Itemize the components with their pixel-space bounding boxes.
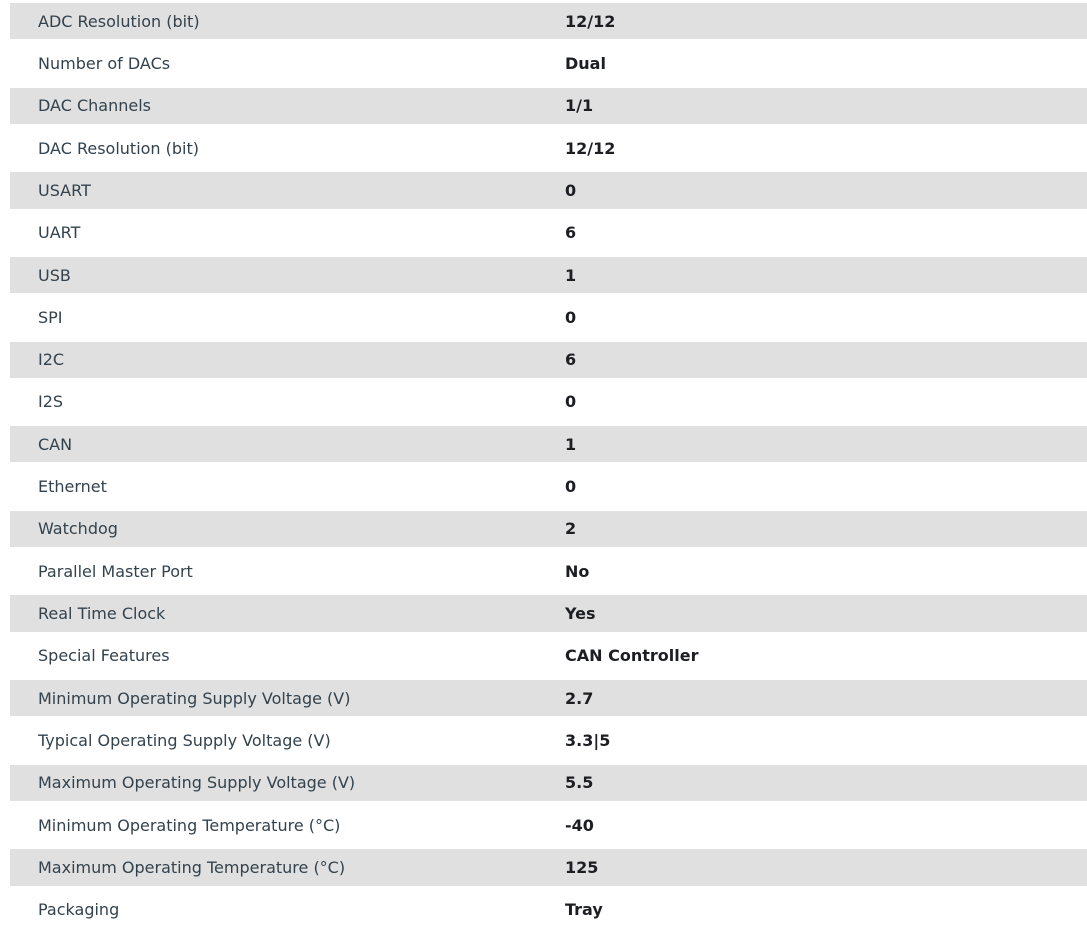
spec-label: Maximum Operating Supply Voltage (V) (38, 773, 356, 793)
spec-row (0, 762, 1087, 804)
spec-label: DAC Channels (38, 96, 151, 116)
spec-row-band (10, 426, 1087, 462)
spec-row-band (10, 257, 1087, 293)
spec-row-band (10, 553, 1087, 589)
spec-value: 6 (565, 223, 577, 243)
spec-row (0, 635, 1087, 677)
spec-row (0, 0, 1087, 42)
spec-label: Minimum Operating Supply Voltage (V) (38, 688, 351, 708)
spec-value: 3.3|5 (565, 730, 611, 750)
spec-value: 2.7 (565, 688, 594, 708)
spec-value: -40 (565, 815, 594, 835)
spec-row (0, 508, 1087, 550)
spec-row-band (10, 849, 1087, 885)
spec-value: 1 (565, 265, 577, 285)
spec-row-band (10, 384, 1087, 420)
spec-row (0, 719, 1087, 761)
spec-row-band (10, 765, 1087, 801)
spec-value: 12/12 (565, 138, 616, 158)
spec-label: UART (38, 223, 81, 243)
spec-row (0, 381, 1087, 423)
spec-row (0, 254, 1087, 296)
spec-row (0, 339, 1087, 381)
spec-value: 1/1 (565, 96, 594, 116)
spec-value: 6 (565, 350, 577, 370)
spec-label: Special Features (38, 646, 170, 666)
spec-value: Yes (565, 604, 596, 624)
spec-label: Maximum Operating Temperature (°C) (38, 857, 346, 877)
spec-label: Parallel Master Port (38, 561, 193, 581)
spec-row-band (10, 511, 1087, 547)
spec-value: No (565, 561, 590, 581)
spec-label: USB (38, 265, 71, 285)
spec-label: SPI (38, 307, 63, 327)
spec-value: 0 (565, 477, 577, 497)
spec-row (0, 804, 1087, 846)
spec-label: Number of DACs (38, 53, 171, 73)
spec-row (0, 846, 1087, 888)
spec-label: Typical Operating Supply Voltage (V) (38, 730, 331, 750)
spec-value: 12/12 (565, 11, 616, 31)
spec-row (0, 592, 1087, 634)
spec-label: Minimum Operating Temperature (°C) (38, 815, 341, 835)
spec-value: 0 (565, 180, 577, 200)
spec-label: Ethernet (38, 477, 107, 497)
spec-label: Real Time Clock (38, 604, 166, 624)
spec-label: I2S (38, 392, 64, 412)
spec-row (0, 889, 1087, 931)
spec-value: 1 (565, 434, 577, 454)
spec-value: CAN Controller (565, 646, 699, 666)
spec-row (0, 296, 1087, 338)
spec-label: I2C (38, 350, 65, 370)
spec-row (0, 677, 1087, 719)
spec-row (0, 550, 1087, 592)
spec-row-band (10, 638, 1087, 674)
spec-value: 2 (565, 519, 577, 539)
spec-value: Dual (565, 53, 606, 73)
spec-row-band (10, 299, 1087, 335)
spec-row-band (10, 722, 1087, 758)
spec-label: Watchdog (38, 519, 118, 539)
spec-value: Tray (565, 900, 603, 920)
spec-row-band (10, 595, 1087, 631)
spec-row-band (10, 342, 1087, 378)
spec-label: Packaging (38, 900, 120, 920)
spec-row (0, 465, 1087, 507)
spec-row (0, 127, 1087, 169)
spec-row-band (10, 215, 1087, 251)
spec-row-band (10, 807, 1087, 843)
spec-row-band (10, 130, 1087, 166)
spec-row-band (10, 3, 1087, 39)
spec-value: 0 (565, 392, 577, 412)
spec-row-band (10, 680, 1087, 716)
spec-row-band (10, 892, 1087, 928)
spec-row (0, 212, 1087, 254)
spec-row (0, 169, 1087, 211)
spec-label: DAC Resolution (bit) (38, 138, 200, 158)
spec-value: 5.5 (565, 773, 594, 793)
spec-value: 0 (565, 307, 577, 327)
spec-row (0, 85, 1087, 127)
spec-label: USART (38, 180, 91, 200)
spec-row-band (10, 172, 1087, 208)
spec-row-band (10, 88, 1087, 124)
spec-value: 125 (565, 857, 599, 877)
spec-label: CAN (38, 434, 73, 454)
spec-row-band (10, 468, 1087, 504)
spec-row (0, 423, 1087, 465)
spec-row (0, 42, 1087, 84)
spec-label: ADC Resolution (bit) (38, 11, 200, 31)
spec-row-band (10, 45, 1087, 81)
